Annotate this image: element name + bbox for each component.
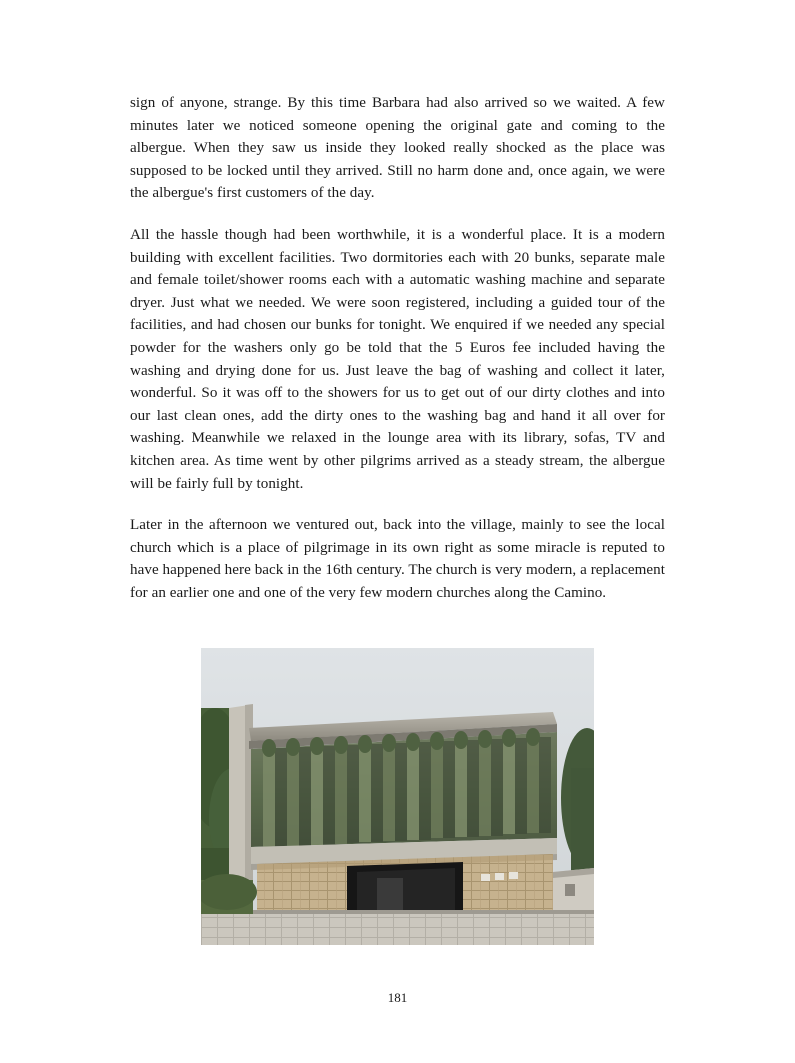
paragraph-2: All the hassle though had been worthwhile, it is a wonderful place. It is a modern building with excellent facilities. Two dormitories each with 20 bunks, separate male and female toilet/shower rooms each with a automatic washing machine and separate dryer. Just what we needed. We were soon registered, including a guided tour of the facilities, and had chosen our bunks for tonight. We enquired if we needed any special powder for the washers only go be told that the 5 Euros fee included having the washing and drying done for us. Just leave the bag of washing and collect it later, wonderful. So it was off to the showers for us to get out of our dirty clothes and into our last clean ones, add the dirty ones to the washing bag and hand it all over for washing. Meanwhile we relaxed in the lounge area with its library, sofas, TV and kitchen area. As time went by other pilgrims arrived as a steady stream, the albergue will be fairly full by tonight.	[130, 226, 665, 492]
modern-church-photo	[201, 648, 594, 945]
page-body-text	[130, 92, 665, 604]
paragraph-3: Later in the afternoon we ventured out, back into the village, mainly to see the local church which is a place of pilgrimage in its own right as some miracle is reputed to have happened here back in the 16th century. The church is very modern, a replacement for an earlier one and one of the very few modern churches along the Camino.	[130, 517, 665, 601]
figure-container	[201, 648, 594, 945]
paragraph-1: sign of anyone, strange. By this time Barbara had also arrived so we waited. A few minutes later we noticed someone opening the original gate and coming to the albergue. When they saw us inside they looked really shocked as the place was supposed to be locked until they arrived. Still no harm done and, once again, we were the albergue's first customers of the day.	[130, 95, 665, 202]
page-number: 181	[387, 990, 408, 1005]
